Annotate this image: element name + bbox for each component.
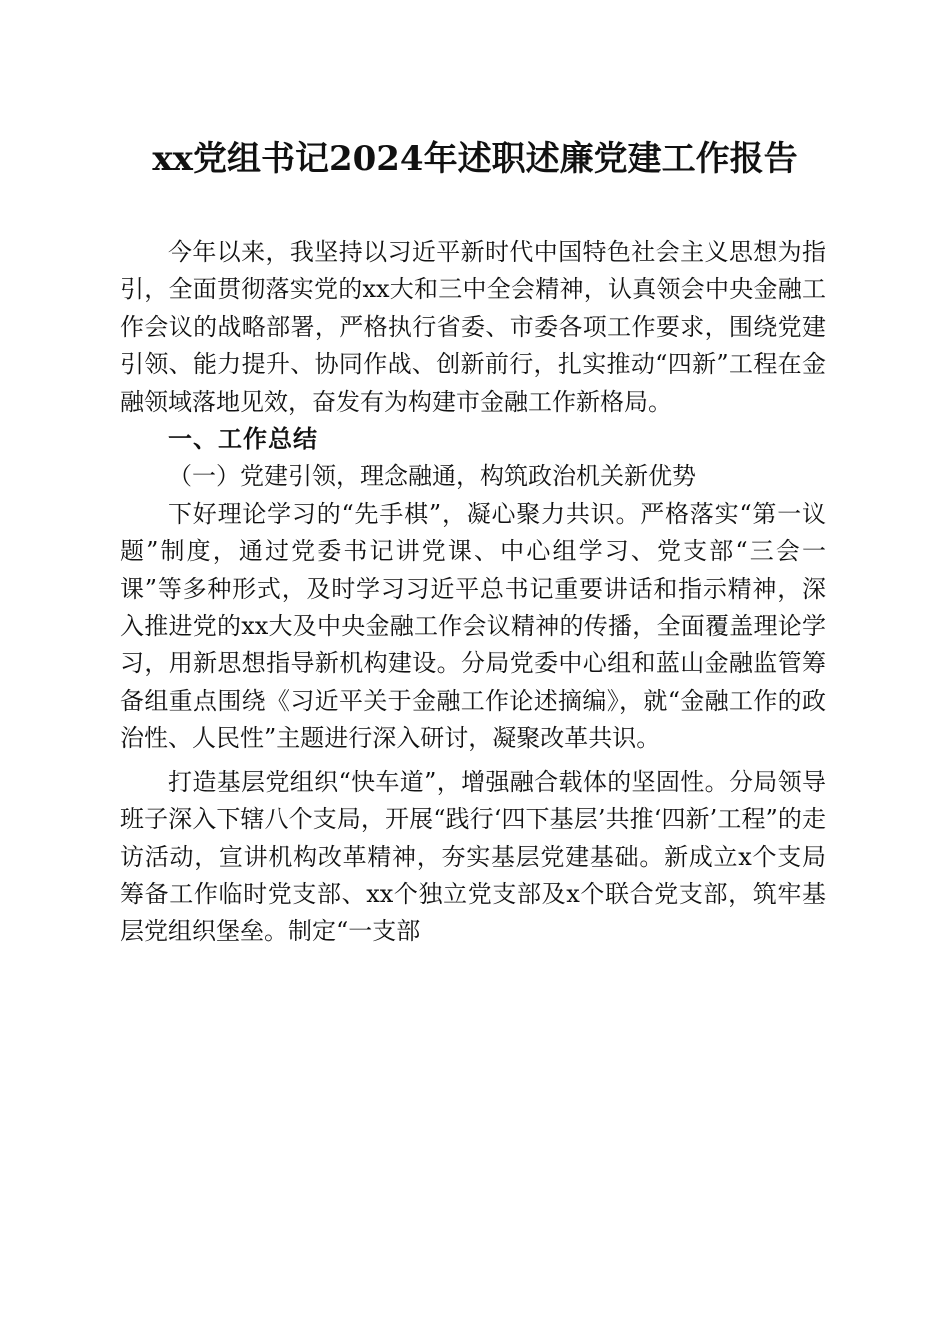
- document-title: xx党组书记2024年述职述廉党建工作报告: [152, 139, 798, 179]
- body-paragraph: 打造基层党组织“快车道”，增强融合载体的坚固性。分局领导班子深入下辖八个支局，开展“践行‘四下基层’共推‘四新’工程”的走访活动，宣讲机构改革精神，夯实基层党建基础。新成立x个支局筹备工作临时党支部、xx个独立党支部及x个联合党支部，筑牢基层党组织堡垒。制定“一支部: [120, 767, 826, 946]
- document-body: [120, 234, 826, 951]
- section-heading: 一、工作总结: [168, 425, 318, 454]
- body-paragraph: 下好理论学习的“先手棋”，凝心聚力共识。严格落实“第一议题”制度，通过党委书记讲党课、中心组学习、党支部“三会一课”等多种形式，及时学习习近平总书记重要讲话和指示精神，深入推进党的xx大及中央金融工作会议精神的传播，全面覆盖理论学习，用新思想指导新机构建设。分局党委中心组和蓝山金融监管筹备组重点围绕《习近平关于金融工作论述摘编》，就“金融工作的政治性、人民性”主题进行深入研讨，凝聚改革共识。: [120, 499, 826, 753]
- subsection-heading: （一）党建引领，理念融通，构筑政治机关新优势: [168, 462, 696, 491]
- intro-paragraph: 今年以来，我坚持以习近平新时代中国特色社会主义思想为指引，全面贯彻落实党的xx大和三中全会精神，认真领会中央金融工作会议的战略部署，严格执行省委、市委各项工作要求，围绕党建引领、能力提升、协同作战、创新前行，扎实推动“四新”工程在金融领域落地见效，奋发有为构建市金融工作新格局。: [120, 238, 826, 416]
